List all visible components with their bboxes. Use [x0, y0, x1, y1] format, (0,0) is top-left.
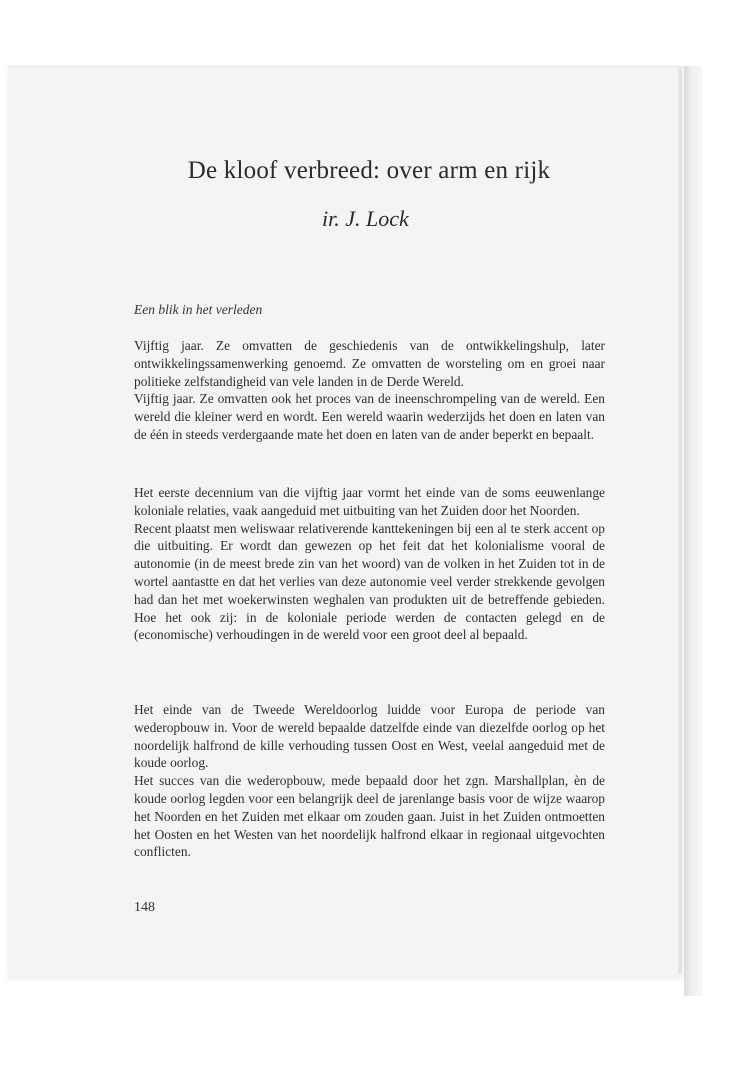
text-block-3 — [134, 701, 605, 861]
paragraph: Het einde van de Tweede Wereldoorlog luidde voor Europa de periode van wederopbouw in. Voor de wereld bepaalde datzelfde einde van diezelfde oorlog op het noordelijk halfrond de kille verhouding tussen Oost en West, veelal aangeduid met de koude oorlog. — [134, 702, 605, 771]
section-heading: Een blik in het verleden — [134, 302, 263, 317]
paragraph: Recent plaatst men weliswaar relativerende kanttekeningen bij een al te sterk accent op die uitbuiting. Er wordt dan gewezen op het feit dat het kolonialisme vooral de autonomie (in de meest brede zin van het woord) van de volken in het Zuiden tot in de wortel aantastte en dat het verlies van deze autonomie veel verder strekkende gevolgen had dan het met woekerwinsten weghalen van produkten uit de betreffende gebieden. Hoe het ook zij: in de koloniale periode werden de contacten gelegd en de (economische) verhoudingen in de wereld voor een groot deel al bepaald. — [134, 520, 605, 643]
page-number: 148 — [134, 900, 155, 915]
paragraph: Vijftig jaar. Ze omvatten ook het proces van de ineenschrompeling van de wereld. Een wereld die kleiner werd en wordt. Een wereld waarin wederzijds het doen en laten van de één in steeds verdergaande mate het doen en laten van de ander beperkt en bepaalt. — [134, 391, 605, 442]
text-block-2 — [134, 484, 605, 644]
paragraph: Het succes van die wederopbouw, mede bepaald door het zgn. Marshallplan, èn de koude oorlog legden voor een belangrijk deel de jarenlange basis voor de wijze waarop het Noorden en het Zuiden met elkaar om zouden gaan. Juist in het Zuiden ontmoetten het Oosten en het Westen van het noordelijk halfrond elkaar in regionaal uitgevochten conflicten. — [134, 773, 605, 860]
page-edge — [684, 66, 702, 996]
article-author: ir. J. Lock — [322, 206, 409, 231]
text-block-1 — [134, 337, 605, 444]
paragraph: Het eerste decennium van die vijftig jaar vormt het einde van de soms eeuwenlange koloniale relaties, vaak aangeduid met uitbuiting van het Zuiden door het Noorden. — [134, 485, 605, 518]
page-edge-shadow — [678, 68, 682, 974]
article-title: De kloof verbreed: over arm en rijk — [187, 157, 551, 184]
paragraph: Vijftig jaar. Ze omvatten de geschiedenis van de ontwikkelingshulp, later ontwikkelingssamenwerking genoemd. Ze omvatten de worsteling om en groei naar politieke zelfstandigheid van vele landen in de Derde Wereld. — [134, 338, 605, 389]
